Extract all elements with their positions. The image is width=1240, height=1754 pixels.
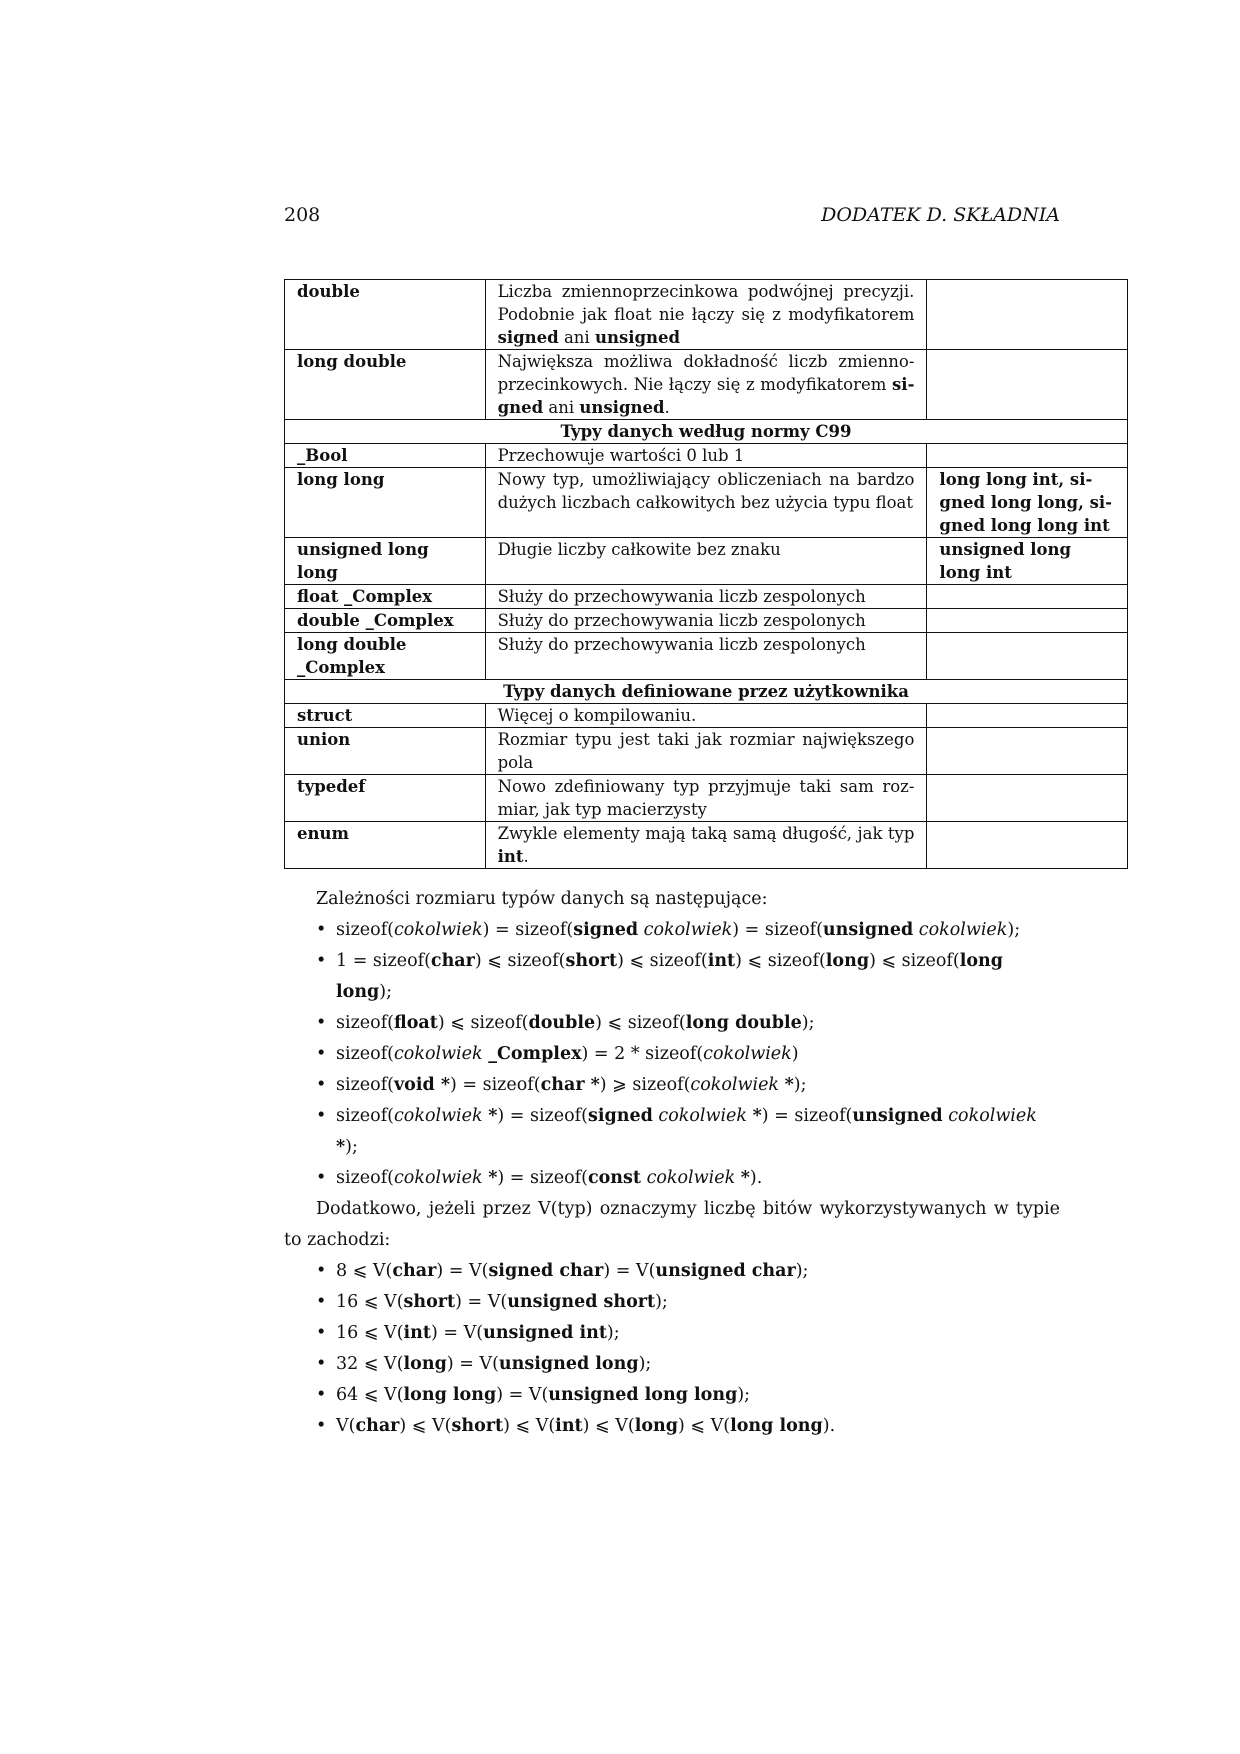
list-item: • sizeof(float) ⩽ sizeof(double) ⩽ sizeof(long double);	[316, 1008, 1060, 1039]
type-name: long long	[285, 468, 486, 538]
type-description: Przechowuje wartości 0 lub 1	[485, 444, 927, 468]
type-name: struct	[285, 704, 486, 728]
bits-relations-list	[284, 1256, 1060, 1442]
type-description: Służy do przechowywania liczb zespolonych	[485, 585, 927, 609]
type-aliases	[927, 609, 1128, 633]
list-item: • 32 ⩽ V(long) = V(unsigned long);	[316, 1349, 1060, 1380]
type-aliases	[927, 704, 1128, 728]
table-section-header	[285, 680, 1128, 704]
type-name: enum	[285, 822, 486, 869]
type-name: double _Complex	[285, 609, 486, 633]
type-description: Więcej o kompilowaniu.	[485, 704, 927, 728]
type-aliases	[927, 822, 1128, 869]
type-name: typedef	[285, 775, 486, 822]
running-head: DODATEK D. SKŁADNIA	[821, 204, 1060, 226]
list-item: • sizeof(cokolwiek _Complex) = 2 * sizeof(cokolwiek)	[316, 1039, 1060, 1070]
body-text	[284, 884, 1060, 1442]
table-row	[285, 350, 1128, 420]
type-name: float _Complex	[285, 585, 486, 609]
table-row	[285, 728, 1128, 775]
type-name: _Bool	[285, 444, 486, 468]
type-name: long double _Complex	[285, 633, 486, 680]
type-name: unsigned long long	[285, 538, 486, 585]
table-row	[285, 633, 1128, 680]
table-body	[285, 280, 1128, 869]
list-item: • 64 ⩽ V(long long) = V(unsigned long long);	[316, 1380, 1060, 1411]
type-description: Nowo zdefiniowany typ przyjmuje taki sam roz- miar, jak typ macierzysty	[485, 775, 927, 822]
type-description: Służy do przechowywania liczb zespolonych	[485, 633, 927, 680]
table-row	[285, 822, 1128, 869]
type-description: Służy do przechowywania liczb zespolonych	[485, 609, 927, 633]
type-aliases: long long int, si- gned long long, si- gned long long int	[927, 468, 1128, 538]
table-section-header	[285, 420, 1128, 444]
list-item: • 16 ⩽ V(int) = V(unsigned int);	[316, 1318, 1060, 1349]
table-row	[285, 609, 1128, 633]
type-aliases	[927, 444, 1128, 468]
type-name: double	[285, 280, 486, 350]
table-row	[285, 280, 1128, 350]
data-types-table	[284, 279, 1128, 869]
type-description: Największa możliwa dokładność liczb zmienno- przecinkowych. Nie łączy się z modyfikatorem si- gned ani unsigned.	[485, 350, 927, 420]
list-item: • sizeof(cokolwiek *) = sizeof(signed cokolwiek *) = sizeof(unsigned cokolwiek *);	[316, 1101, 1060, 1163]
type-name: union	[285, 728, 486, 775]
type-aliases	[927, 728, 1128, 775]
list-item: • 16 ⩽ V(short) = V(unsigned short);	[316, 1287, 1060, 1318]
bits-intro: Dodatkowo, jeżeli przez V(typ) oznaczymy liczbę bitów wykorzystywanych w typie to zachodzi:	[284, 1199, 1060, 1250]
type-aliases	[927, 585, 1128, 609]
section-title: Typy danych według normy C99	[285, 420, 1128, 444]
type-description: Długie liczby całkowite bez znaku	[485, 538, 927, 585]
table-row	[285, 444, 1128, 468]
type-description: Zwykle elementy mają taką samą długość, jak typ int.	[485, 822, 927, 869]
table-row	[285, 704, 1128, 728]
type-description: Nowy typ, umożliwiający obliczeniach na bardzo dużych liczbach całkowitych bez użycia typu float	[485, 468, 927, 538]
list-item: • sizeof(void *) = sizeof(char *) ⩾ sizeof(cokolwiek *);	[316, 1070, 1060, 1101]
list-item: • V(char) ⩽ V(short) ⩽ V(int) ⩽ V(long) ⩽ V(long long).	[316, 1411, 1060, 1442]
type-aliases	[927, 775, 1128, 822]
type-aliases	[927, 350, 1128, 420]
section-title: Typy danych definiowane przez użytkownika	[285, 680, 1128, 704]
type-description: Rozmiar typu jest taki jak rozmiar największego pola	[485, 728, 927, 775]
sizeof-intro: Zależności rozmiaru typów danych są następujące:	[316, 889, 768, 909]
type-name: long double	[285, 350, 486, 420]
list-item: • sizeof(cokolwiek *) = sizeof(const cokolwiek *).	[316, 1163, 1060, 1194]
page-header	[284, 204, 1060, 230]
table-row	[285, 775, 1128, 822]
type-aliases	[927, 280, 1128, 350]
list-item: • 1 = sizeof(char) ⩽ sizeof(short) ⩽ sizeof(int) ⩽ sizeof(long) ⩽ sizeof(long long);	[316, 946, 1060, 1008]
list-item: • sizeof(cokolwiek) = sizeof(signed cokolwiek) = sizeof(unsigned cokolwiek);	[316, 915, 1060, 946]
list-item: • 8 ⩽ V(char) = V(signed char) = V(unsigned char);	[316, 1256, 1060, 1287]
table-row	[285, 538, 1128, 585]
type-aliases: unsigned long long int	[927, 538, 1128, 585]
table-row	[285, 468, 1128, 538]
type-aliases	[927, 633, 1128, 680]
sizeof-relations-list	[284, 915, 1060, 1194]
page-number: 208	[284, 204, 321, 226]
table-row	[285, 585, 1128, 609]
type-description: Liczba zmiennoprzecinkowa podwójnej precyzji. Podobnie jak float nie łączy się z modyfikatorem signed ani unsigned	[485, 280, 927, 350]
